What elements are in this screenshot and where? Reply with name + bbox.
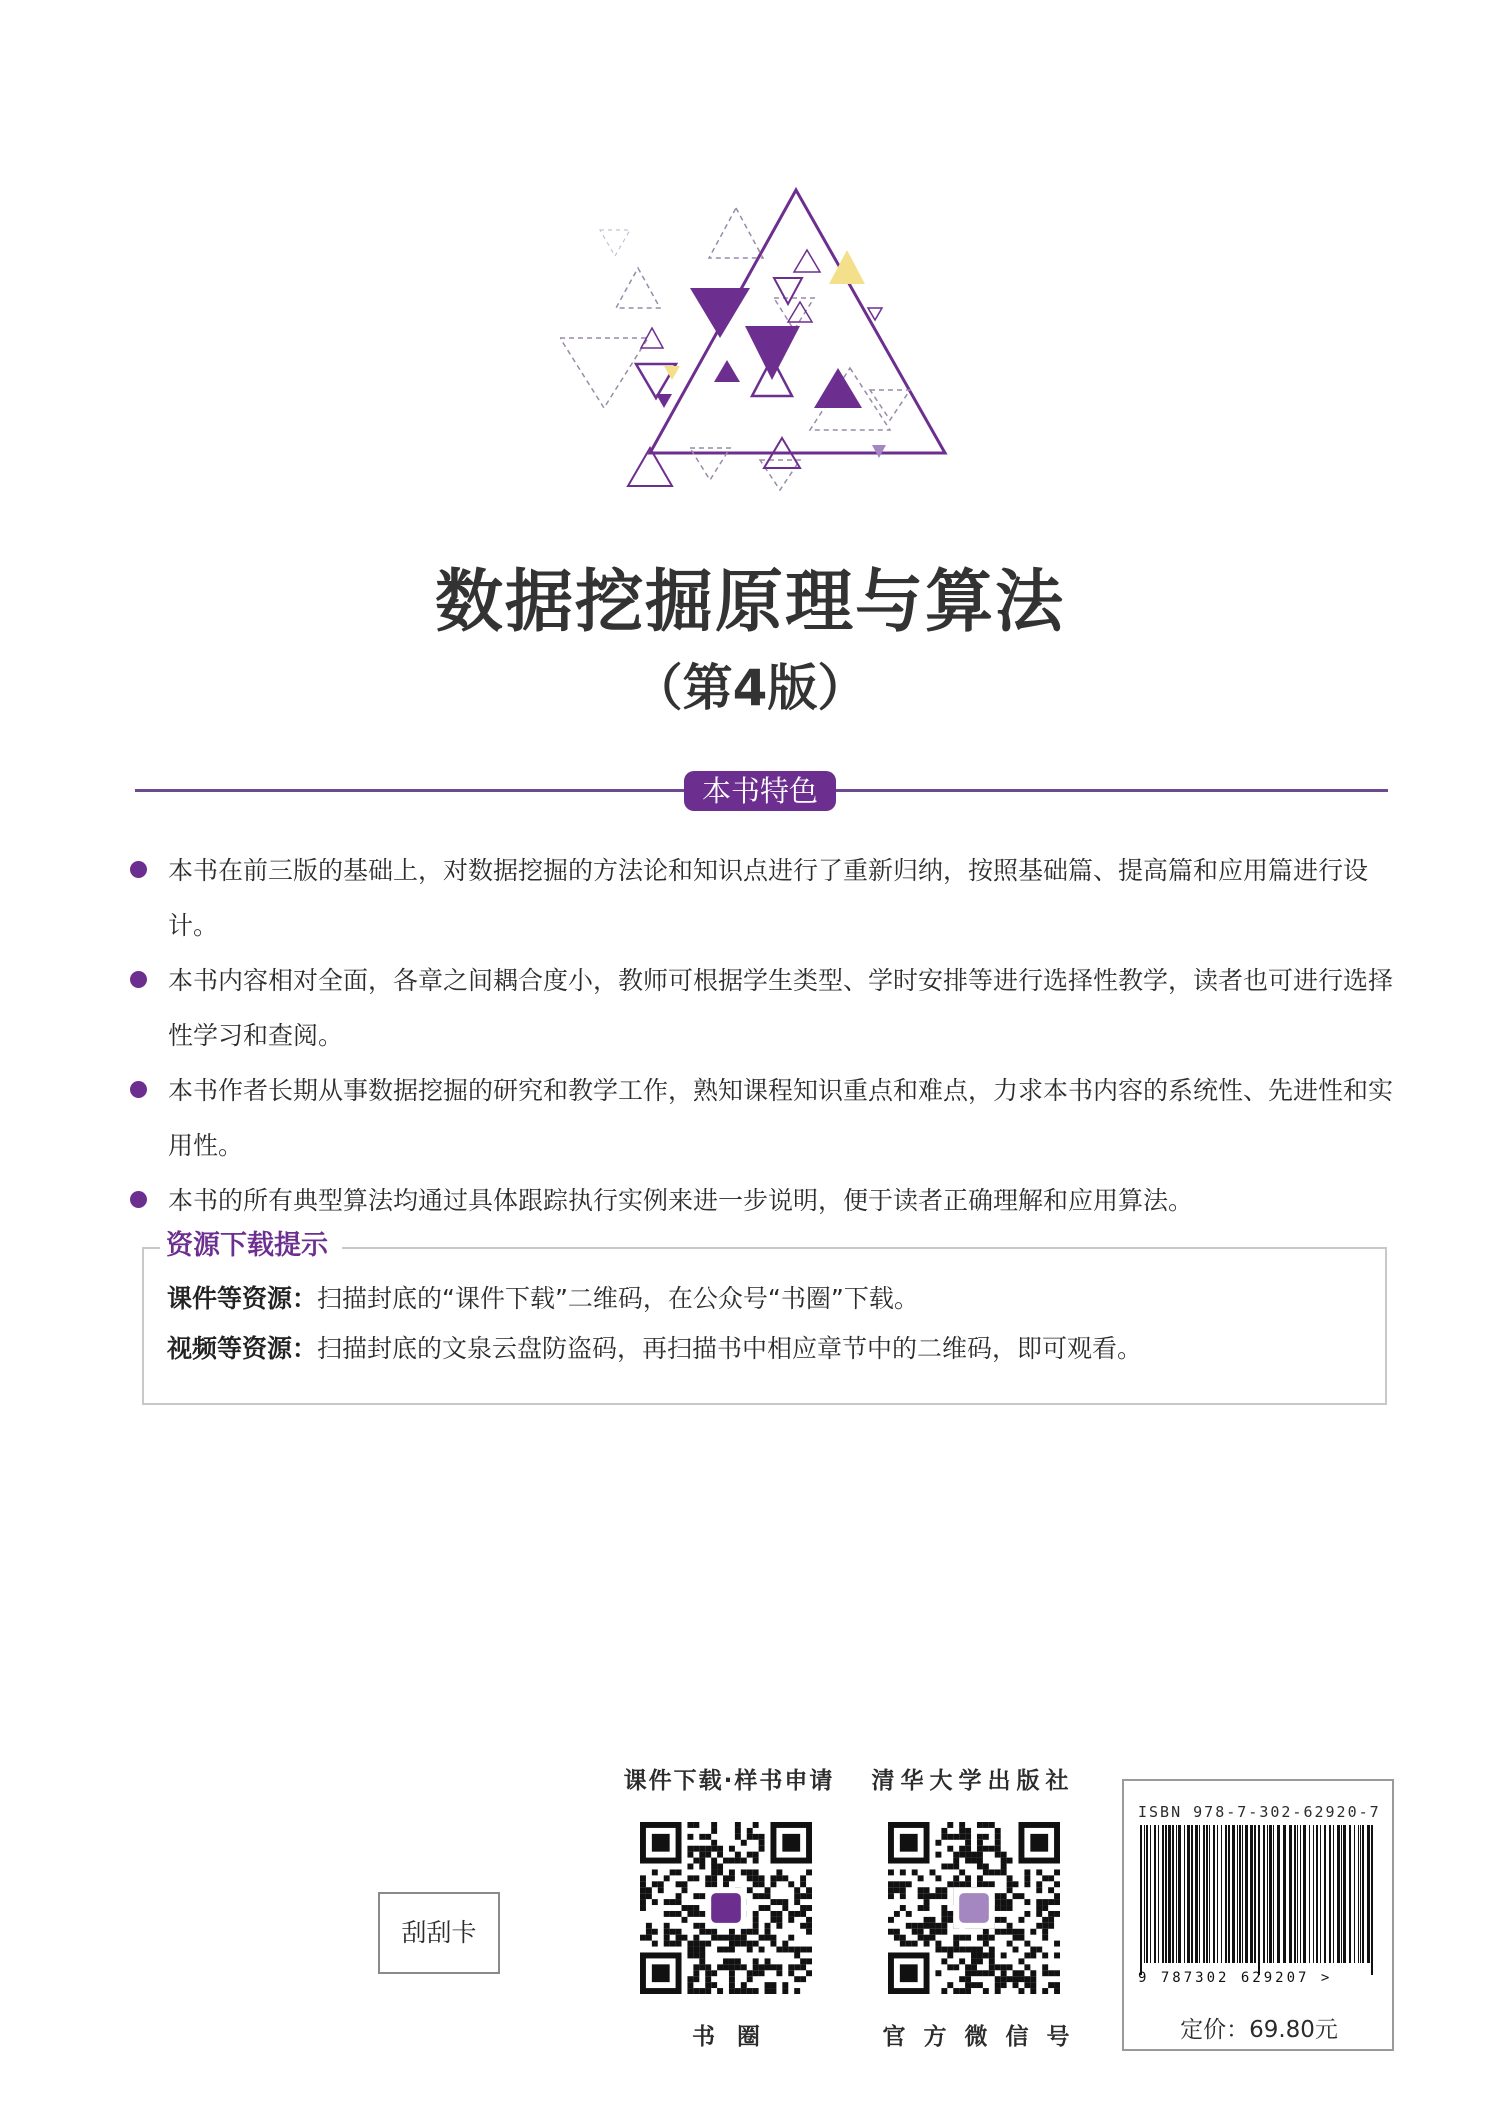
isbn-digits: 9 787302 629207 >: [1138, 1970, 1333, 1985]
bullet-icon: [130, 971, 147, 988]
qr-caption-top: 课件下载·样书申请: [623, 1768, 835, 1794]
resource-text: 扫描封底的“课件下载”二维码，在公众号“书圈”下载。: [317, 1284, 919, 1313]
feature-item: [130, 1173, 1395, 1228]
resource-box: [142, 1247, 1387, 1405]
features-badge: 本书特色: [684, 771, 836, 811]
bullet-icon: [130, 1081, 147, 1098]
resource-label: 课件等资源：: [167, 1284, 318, 1313]
feature-item: [130, 843, 1395, 953]
isbn-block: [1122, 1779, 1394, 2051]
book-title: 数据挖掘原理与算法: [434, 563, 1065, 642]
qr-caption-bottom: 书圈: [692, 2024, 782, 2050]
feature-text: 本书内容相对全面，各章之间耦合度小，教师可根据学生类型、学时安排等进行选择性教学，读者也可进行选择性学习和查阅。: [168, 966, 1394, 1050]
resource-text: 扫描封底的文泉云盘防盗码，再扫描书中相应章节中的二维码，即可观看。: [317, 1334, 1143, 1363]
qr-caption-top: 清华大学出版社: [871, 1768, 1075, 1794]
resource-line: [167, 1282, 919, 1316]
feature-text: 本书的所有典型算法均通过具体跟踪执行实例来进一步说明，便于读者正确理解和应用算法。: [168, 1186, 1194, 1215]
resource-label: 视频等资源：: [167, 1334, 318, 1363]
bullet-icon: [130, 861, 147, 878]
qr-code-icon: [640, 1822, 812, 1994]
feature-text: 本书在前三版的基础上，对数据挖掘的方法论和知识点进行了重新归纳，按照基础篇、提高篇和应用篇进行设计。: [168, 856, 1369, 940]
scratch-card: 刮刮卡: [378, 1892, 500, 1974]
feature-item: [130, 1063, 1395, 1173]
triangle-artwork: [560, 180, 960, 540]
price: 定价：69.80元: [1180, 2017, 1338, 2043]
features-list: [130, 843, 1395, 1228]
isbn-text: ISBN 978-7-302-62920-7: [1138, 1803, 1381, 1821]
book-edition: （第4版）: [632, 659, 868, 717]
qr-code-icon: [888, 1822, 1060, 1994]
qr-caption-bottom: 官方微信号: [882, 2024, 1088, 2050]
feature-text: 本书作者长期从事数据挖掘的研究和教学工作，熟知课程知识重点和难点，力求本书内容的系统性、先进性和实用性。: [168, 1076, 1394, 1160]
feature-item: [130, 953, 1395, 1063]
resource-line: [167, 1332, 1142, 1366]
barcode-icon: [1138, 1825, 1382, 1985]
resource-title: 资源下载提示: [160, 1226, 342, 1266]
bullet-icon: [130, 1191, 147, 1208]
